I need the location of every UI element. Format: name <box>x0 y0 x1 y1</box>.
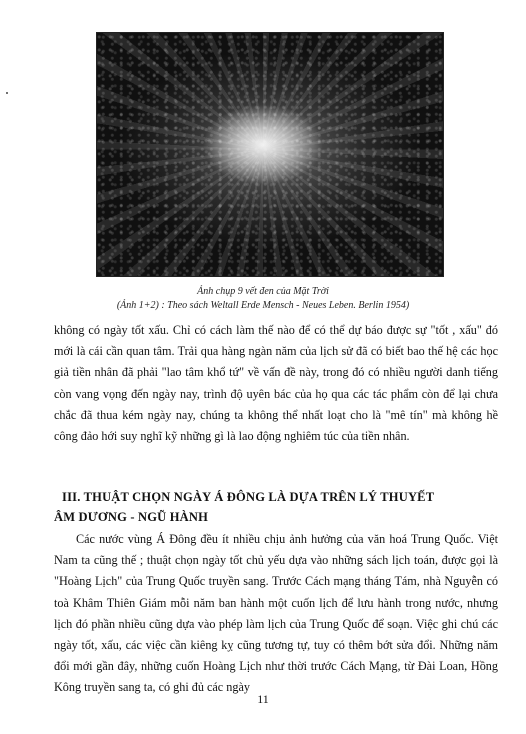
paragraph-1: không có ngày tốt xấu. Chỉ có cách làm thế nào để có thể dự báo được sự "tốt , xấu" đó mới là cái cần quan tâm. Trải qua hàng ngàn năm của lịch sử đã có biết bao thế hệ các học giả tiền nhân đã phải "lao tâm khổ tứ" về vấn đề này, trong đó có nhiều người danh tiếng còn vang vọng đến ngày nay, trình độ uyên bác của họ qua các tác phẩm còn để lại chưa chắc đã thua kém ngày nay, chúng ta không thể nhất loạt cho là "mê tín" mà không hề công đảo hới suy nghĩ kỹ những gì là lao động nghiêm túc của tiền nhân. <box>54 323 498 444</box>
scan-speck <box>6 92 8 94</box>
section-heading-line1: III. THUẬT CHỌN NGÀY Á ĐÔNG LÀ DỰA TRÊN LÝ THUYẾT <box>62 490 435 504</box>
figure-caption-line2: (Ảnh 1+2) : Theo sách Weltall Erde Mensch - Neues Leben. Berlin 1954) <box>116 300 410 311</box>
sunspot-photo <box>96 32 444 277</box>
section-heading-line2: ÂM DƯƠNG - NGŨ HÀNH <box>54 510 209 524</box>
figure-caption-line1: Ảnh chụp 9 vết đen của Mặt Trời <box>197 286 329 297</box>
page-number: 11 <box>257 692 269 706</box>
photo-grain <box>97 33 443 276</box>
section-heading <box>54 487 498 527</box>
paragraph-2: Các nước vùng Á Đông đều ít nhiều chịu ảnh hưởng của văn hoá Trung Quốc. Việt Nam ta cũng thế ; thuật chọn ngày tốt chủ yếu dựa vào những sách lịch toán, được gọi là "Hoàng Lịch" của Trung Quốc truyền sang. Trước Cách mạng tháng Tám, nhà Nguyễn có toà Khâm Thiên Giám mỗi năm ban hành một cuốn lịch để lưu hành trong nước, nhưng lịch đó phần nhiều cũng dựa vào phép làm lịch của Trung Quốc để soạn. Việc ghi chú các ngày tốt, xấu, các việc cần kiêng kỵ cũng tương tự, tuy có thêm bớt sửa đổi. Những năm đổi mới gần đây, những cuốn Hoàng Lịch như thời trước Cách Mạng, từ Đài Loan, Hồng Kông truyền sang ta, có ghi đủ các ngày <box>54 532 498 695</box>
